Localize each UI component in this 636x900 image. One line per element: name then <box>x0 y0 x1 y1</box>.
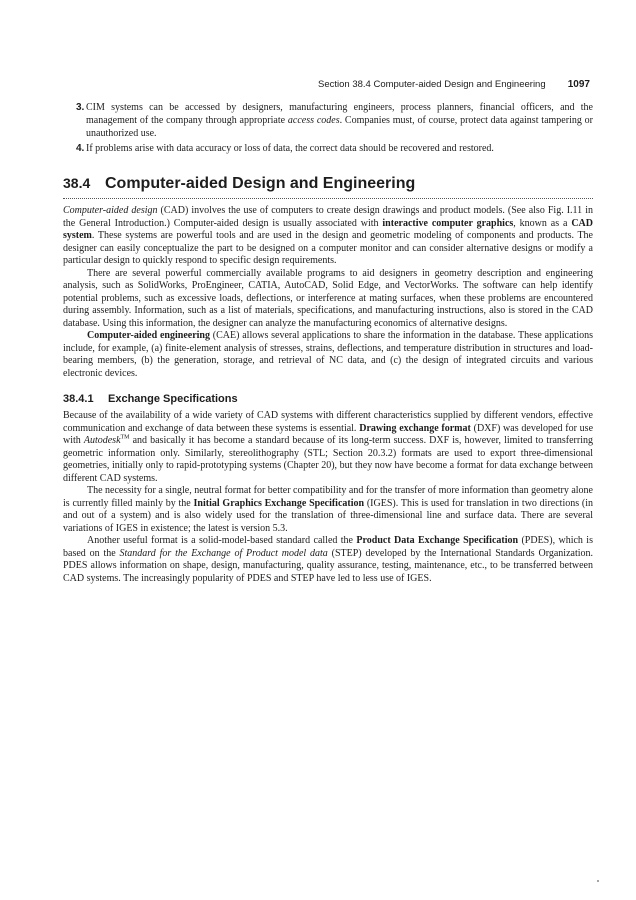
list-item-text: CIM systems can be accessed by designers, manufacturing engineers, process planners, financial officers, and the management of the company through appropriate <box>86 102 593 126</box>
emphasis-text: Autodesk <box>83 435 121 446</box>
scan-speck <box>597 880 599 882</box>
text-run: (PDES), which is based on the <box>63 535 593 559</box>
emphasis-text: Standard for the Exchange of Product model data <box>119 547 328 559</box>
text-run: . These systems are powerful tools and are used in the design and geometric modeling of components and products. The designer can easily conceptualize the part to be designed on a computer monitor and can consider alternative designs or modify a particular design to quickly respond to specific design requirements. <box>63 230 593 266</box>
paragraph <box>63 205 593 268</box>
header-section-title: Section 38.4 Computer-aided Design and Engineering <box>318 79 546 90</box>
list-item-number: 4. <box>76 143 85 154</box>
text-run: (IGES). This is used for translation in two directions (in and out of a system) and is also widely used for the translation of three-dimensional line and surface data. There are several variations of IGES in existence; the latest is version 5.3. <box>63 497 594 534</box>
text-run: Because of the availability of a wide variety of CAD systems with different characteristics supplied by different vendors, effective communication and exchange of data between these systems is essential. <box>63 410 593 434</box>
list-item-number: 3. <box>76 102 85 113</box>
emphasis-text: access codes <box>287 115 340 126</box>
paragraph <box>63 410 593 485</box>
subsection-number: 38.4.1 <box>63 393 94 405</box>
bold-term: Initial Graphics Exchange Specification <box>193 497 365 509</box>
bold-term: Computer-aided engineering <box>87 330 210 341</box>
text-run: (STEP) developed by the International Standards Organization. PDES allows information on shape, design, manufacturing, quality assurance, testing, maintenance, etc., to be transferred between CAD systems. The increasingly popularity of PDES and STEP have led to less use of IGES. <box>63 547 593 584</box>
text-run: and basically it has become a standard because of its long-term success. DXF is, however, limited to transferring geometric information only. Similarly, stereolithography (STL; Section 20.3.2) formats are used to export three-dimensional geometries, initially only to rapid-prototyping systems (Chapter 20), but they now have become a format for data exchange between different CAD systems. <box>63 435 593 484</box>
list-item <box>63 142 593 155</box>
subsection-heading <box>63 392 593 406</box>
defined-term: Computer-aided design <box>63 205 158 216</box>
page-number: 1097 <box>567 79 590 90</box>
list-item <box>63 101 593 140</box>
text-run: (CAE) allows several applications to share the information in the database. These applications include, for example, (a) finite-element analysis of stresses, strains, deflections, and temperature distribution in structures and load-bearing members, (b) the generation, storage, and retrieval of NC data, and (c) the design of integrated circuits and various electronic devices. <box>63 330 593 379</box>
paragraph <box>63 535 593 585</box>
text-run: (CAD) involves the use of computers to create design drawings and product models. (See also Fig. I.11 in the General Introduction.) Computer-aided design is usually associated with <box>63 205 593 229</box>
paragraph <box>63 485 593 535</box>
paragraph <box>63 330 593 380</box>
trademark-mark: TM <box>120 434 130 441</box>
bold-term: Product Data Exchange Specification <box>356 535 519 546</box>
section-title: Computer-aided Design and Engineering <box>105 175 416 192</box>
bold-term: CAD system <box>63 217 593 241</box>
list-item-text: . Companies must, of course, protect data against tampering or unauthorized use. <box>86 115 593 139</box>
text-run: The necessity for a single, neutral format for better compatibility and for the transfer of more information than geometry alone is currently filled mainly by the <box>63 485 593 509</box>
page-body <box>63 101 593 585</box>
text-run: (DXF) was developed for use with <box>63 422 594 446</box>
text-run: Another useful format is a solid-model-based standard called the <box>87 535 357 546</box>
text-run: , known as a <box>513 217 572 229</box>
subsection-title: Exchange Specifications <box>108 393 238 405</box>
running-header <box>0 79 636 93</box>
section-number: 38.4 <box>63 175 91 191</box>
list-item-text: If problems arise with data accuracy or loss of data, the correct data should be recovered and restored. <box>86 143 494 154</box>
section-heading <box>63 173 593 199</box>
bold-term: interactive computer graphics <box>382 217 514 229</box>
bold-term: Drawing exchange format <box>359 422 471 434</box>
paragraph: There are several powerful commercially available programs to aid designers in geometry description and engineering analysis, such as SolidWorks, ProEngineer, CATIA, AutoCAD, Solid Edge, and VectorWorks. The software can help identify potential problems, such as excessive loads, deflections, or interference at mating surfaces, when these problems are encountered during assembly. Information, such as a list of materials, specifications, and manufacturing instructions, also is stored in the CAD database. Using this information, the designer can analyze the manufacturing economics of alternative designs. <box>63 267 593 329</box>
